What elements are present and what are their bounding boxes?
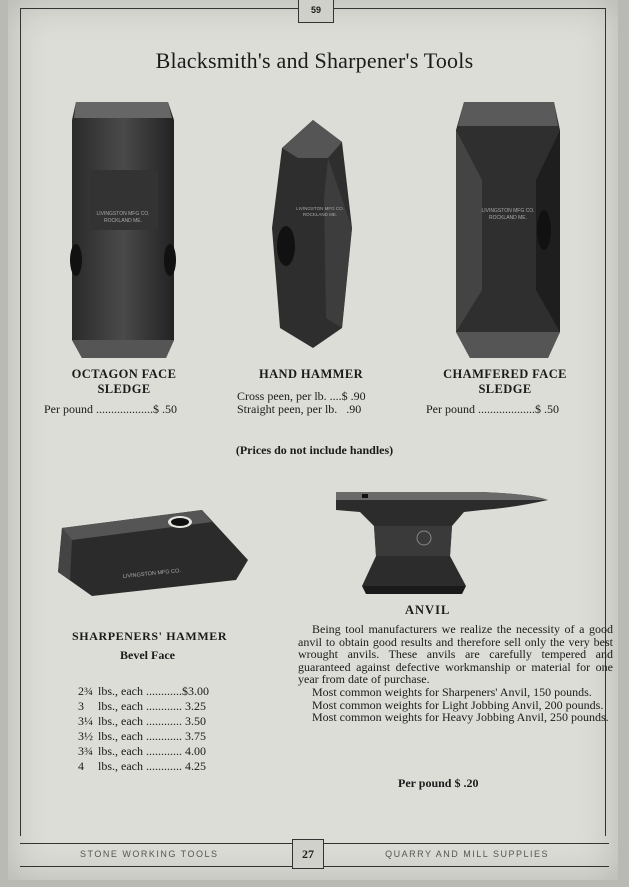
row-weight: 3¼ <box>78 714 93 728</box>
row-price: ............ 4.25 <box>145 759 206 773</box>
sharpeners-stamp: LIVINGSTON MFG CO. <box>122 567 182 581</box>
hand-hammer-name: HAND HAMMER <box>258 367 364 381</box>
chamfered-sledge-name <box>430 367 580 397</box>
sharpeners-subtitle: Bevel Face <box>120 648 175 662</box>
sharpeners-row <box>72 744 206 774</box>
octagon-sledge-illustration <box>68 100 178 362</box>
row-weight: 3 <box>78 699 84 713</box>
handles-note: (Prices do not include handles) <box>235 443 394 457</box>
row-weight: 4 <box>78 759 84 773</box>
row-unit: lbs., each <box>98 759 143 773</box>
row-weight: 3½ <box>78 729 93 743</box>
octagon-price: Per pound ...................$ .50 <box>44 402 177 416</box>
octagon-name-line2: SLEDGE <box>97 382 151 396</box>
row-unit: lbs., each <box>98 744 143 758</box>
row-unit: lbs., each <box>98 684 143 698</box>
chamfered-price: Per pound ...................$ .50 <box>426 402 559 416</box>
row-price: ............ 3.50 <box>145 714 206 728</box>
anvil-price: Per pound $ .20 <box>398 776 479 790</box>
chamfered-stamp-line2: ROCKLAND ME. <box>488 215 528 221</box>
chamfered-name-line1: CHAMFERED FACE <box>443 367 567 381</box>
footer-left: STONE WORKING TOOLS <box>80 849 219 859</box>
hand-stamp-line2: ROCKLAND ME. <box>302 212 338 217</box>
sharpeners-title: SHARPENERS' HAMMER <box>72 629 228 643</box>
top-crest: 59 <box>298 0 334 23</box>
octagon-stamp-line2: ROCKLAND ME. <box>103 218 143 224</box>
anvil-para-1: Being tool manufacturers we realize the necessity of a good anvil to obtain good results and therefore sell only the very best wrought anvils. These anvils are carefully tempered and guaranteed against defective workmanship or material for one year from date of purchase. <box>298 622 613 687</box>
row-price: ............$3.00 <box>145 684 209 698</box>
hand-price-cross: Cross peen, per lb. ....$ .90 <box>237 389 366 403</box>
row-weight: 2¾ <box>78 684 93 698</box>
chamfered-sledge-illustration <box>452 100 564 362</box>
row-price: ............ 4.00 <box>145 744 206 758</box>
chamfered-name-line2: SLEDGE <box>478 382 532 396</box>
octagon-stamp-line1: LIVINGSTON MFG CO. <box>96 211 150 217</box>
hand-hammer-illustration <box>268 118 358 350</box>
row-weight: 3¾ <box>78 744 93 758</box>
anvil-para-2: Most common weights for Sharpeners' Anvil, 150 pounds. <box>312 684 592 699</box>
page-number: 27 <box>292 839 324 869</box>
anvil-illustration <box>332 486 550 596</box>
page-title: Blacksmith's and Sharpener's Tools <box>155 48 474 73</box>
anvil-para-4: Most common weights for Heavy Jobbing Anvil, 250 pounds. <box>312 710 609 725</box>
row-unit: lbs., each <box>98 714 143 728</box>
row-unit: lbs., each <box>98 729 143 743</box>
hand-price-straight: Straight peen, per lb. .90 <box>237 402 362 416</box>
octagon-sledge-name <box>54 367 194 397</box>
anvil-description <box>298 623 613 724</box>
anvil-title: ANVIL <box>405 603 451 617</box>
footer-right: QUARRY AND MILL SUPPLIES <box>385 849 549 859</box>
octagon-name-line1: OCTAGON FACE <box>71 367 177 381</box>
hand-stamp-line1: LIVINGSTON MFG CO. <box>296 206 344 211</box>
sharpeners-hammer-illustration <box>52 500 252 600</box>
row-unit: lbs., each <box>98 699 143 713</box>
row-price: ............ 3.75 <box>145 729 206 743</box>
chamfered-stamp-line1: LIVINGSTON MFG CO. <box>481 208 535 214</box>
row-price: ............ 3.25 <box>145 699 206 713</box>
anvil-para-3: Most common weights for Light Jobbing Anvil, 200 pounds. <box>312 697 604 712</box>
